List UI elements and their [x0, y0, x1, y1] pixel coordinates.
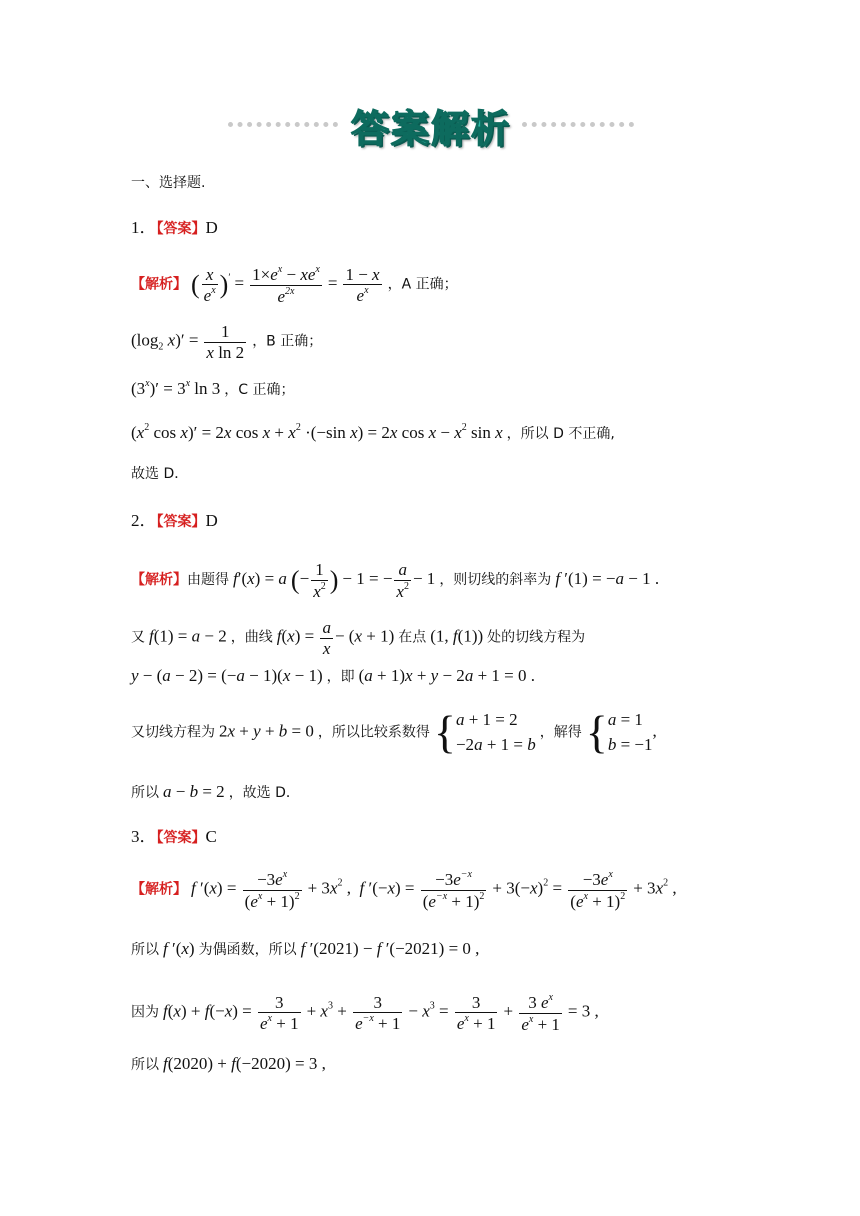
page-title: 答案解析: [350, 107, 511, 151]
q1-answer: D: [205, 218, 218, 237]
q1-analysis-a: 【解析】 ( $\frac{x}{e^x}$ )′ = $\frac{1\times e^x - xe^x}{e^{2x}}$ = $\frac{1 - x}{e^x}$ ，A 正确；: [131, 264, 458, 306]
q2-line-5: 所以 a − b = 2 ，故选 D．: [131, 782, 300, 801]
q1-text-b: ，B 正确；: [252, 333, 323, 350]
dotted-rule-left: [228, 122, 338, 127]
section-title: 一、选择题.: [131, 175, 206, 191]
analysis-label: 【解析】: [131, 276, 187, 293]
q1-analysis-d: ($x^2$ cos x)′ = 2x $\cos x + x^2 \cdot(-\sin$ x) = 2x $\cos x - x^2$ sin x ，所以 D 不正确,: [131, 422, 615, 442]
q3-number: 3．: [131, 827, 157, 846]
q3-answer-line: [131, 828, 217, 846]
q2-number: 2．: [131, 511, 157, 530]
q2-line-2: 又 f(1) = a − 2 ，曲线 f(x) = $\frac{a}{x}$ − (x + 1) 在点 (1, f(1)) 处的切线方程为: [131, 618, 586, 658]
answer-label: 【答案】: [156, 514, 206, 530]
answer-label: 【答案】: [156, 830, 206, 846]
q2-line-3: y − (a − 2) = (−a − 1)(x − 1) ，即 (a + 1)x + y − 2a + 1 = 0 .: [131, 666, 535, 685]
q3-analysis-4: 所以 f(2020) + f(−2020) = 3 ,: [131, 1054, 326, 1073]
answer-label: 【答案】: [156, 221, 206, 237]
q1-text-c: ，C 正确；: [224, 382, 295, 398]
q2-answer-line: [131, 512, 218, 530]
q1-analysis-b: ($\log_2$ x)′ = $\frac{1}{\text{x ln 2}}$ ，B 正确；: [131, 322, 323, 362]
q1-answer-line: [131, 219, 218, 237]
q1-conclusion: 故选 D．: [131, 466, 189, 482]
q1-number: 1．: [131, 218, 157, 237]
q1-text-d: ，所以 D 不正确,: [506, 426, 615, 442]
analysis-label: 【解析】: [131, 881, 187, 898]
q3-answer: C: [205, 827, 217, 846]
q1-text-a: ，A 正确；: [387, 276, 458, 293]
q2-line-1: 【解析】由题得 f′(x) = a (− $\frac{1}{x^2}$ ) − 1 = − $\frac{a}{x^2}$ − 1 ，则切线的斜率为 f ′(1) = −a − 1 .: [131, 560, 660, 601]
q1-analysis-c: $(3^x)' = 3^x$ ln 3 ，C 正确；: [131, 378, 295, 398]
q3-analysis-1: 【解析】 f ′(x) = $\frac{-3e^x}{(e^x + 1)^2}$ + $3x^2$ , f ′(−x) = $\frac{-3e^{-x}}{(e^{-x} + 1)^2}$ + $3(-x)^2$ = $\frac{-3e^x}{(e^x + 1)^2}$ + $3x^2$ ,: [131, 869, 677, 911]
q2-line-4: 又切线方程为 2x + y + b = 0 ，所以比较系数得 { a + 1 = 2 −2a + 1 = b ，解得 { a = 1 b = −1 ,: [131, 706, 657, 758]
dotted-rule-right: [522, 122, 634, 127]
q3-analysis-2: 所以 f ′(x) 为偶函数，所以 f ′(2021) − f ′(−2021) = 0 ,: [131, 939, 480, 958]
header-banner: [0, 96, 860, 152]
q3-analysis-3: 因为 f(x) + f(−x) = $\frac{3}{e^x + 1}$ + $x^3$ + $\frac{3}{e^{-x} + 1}$ − $x^3$ = $\frac{3}{e^x + 1}$ + $\frac{3 e^x}{e^x + 1}$ = 3 ,: [131, 992, 599, 1034]
analysis-label: 【解析】: [131, 572, 187, 589]
q2-answer: D: [205, 511, 218, 530]
